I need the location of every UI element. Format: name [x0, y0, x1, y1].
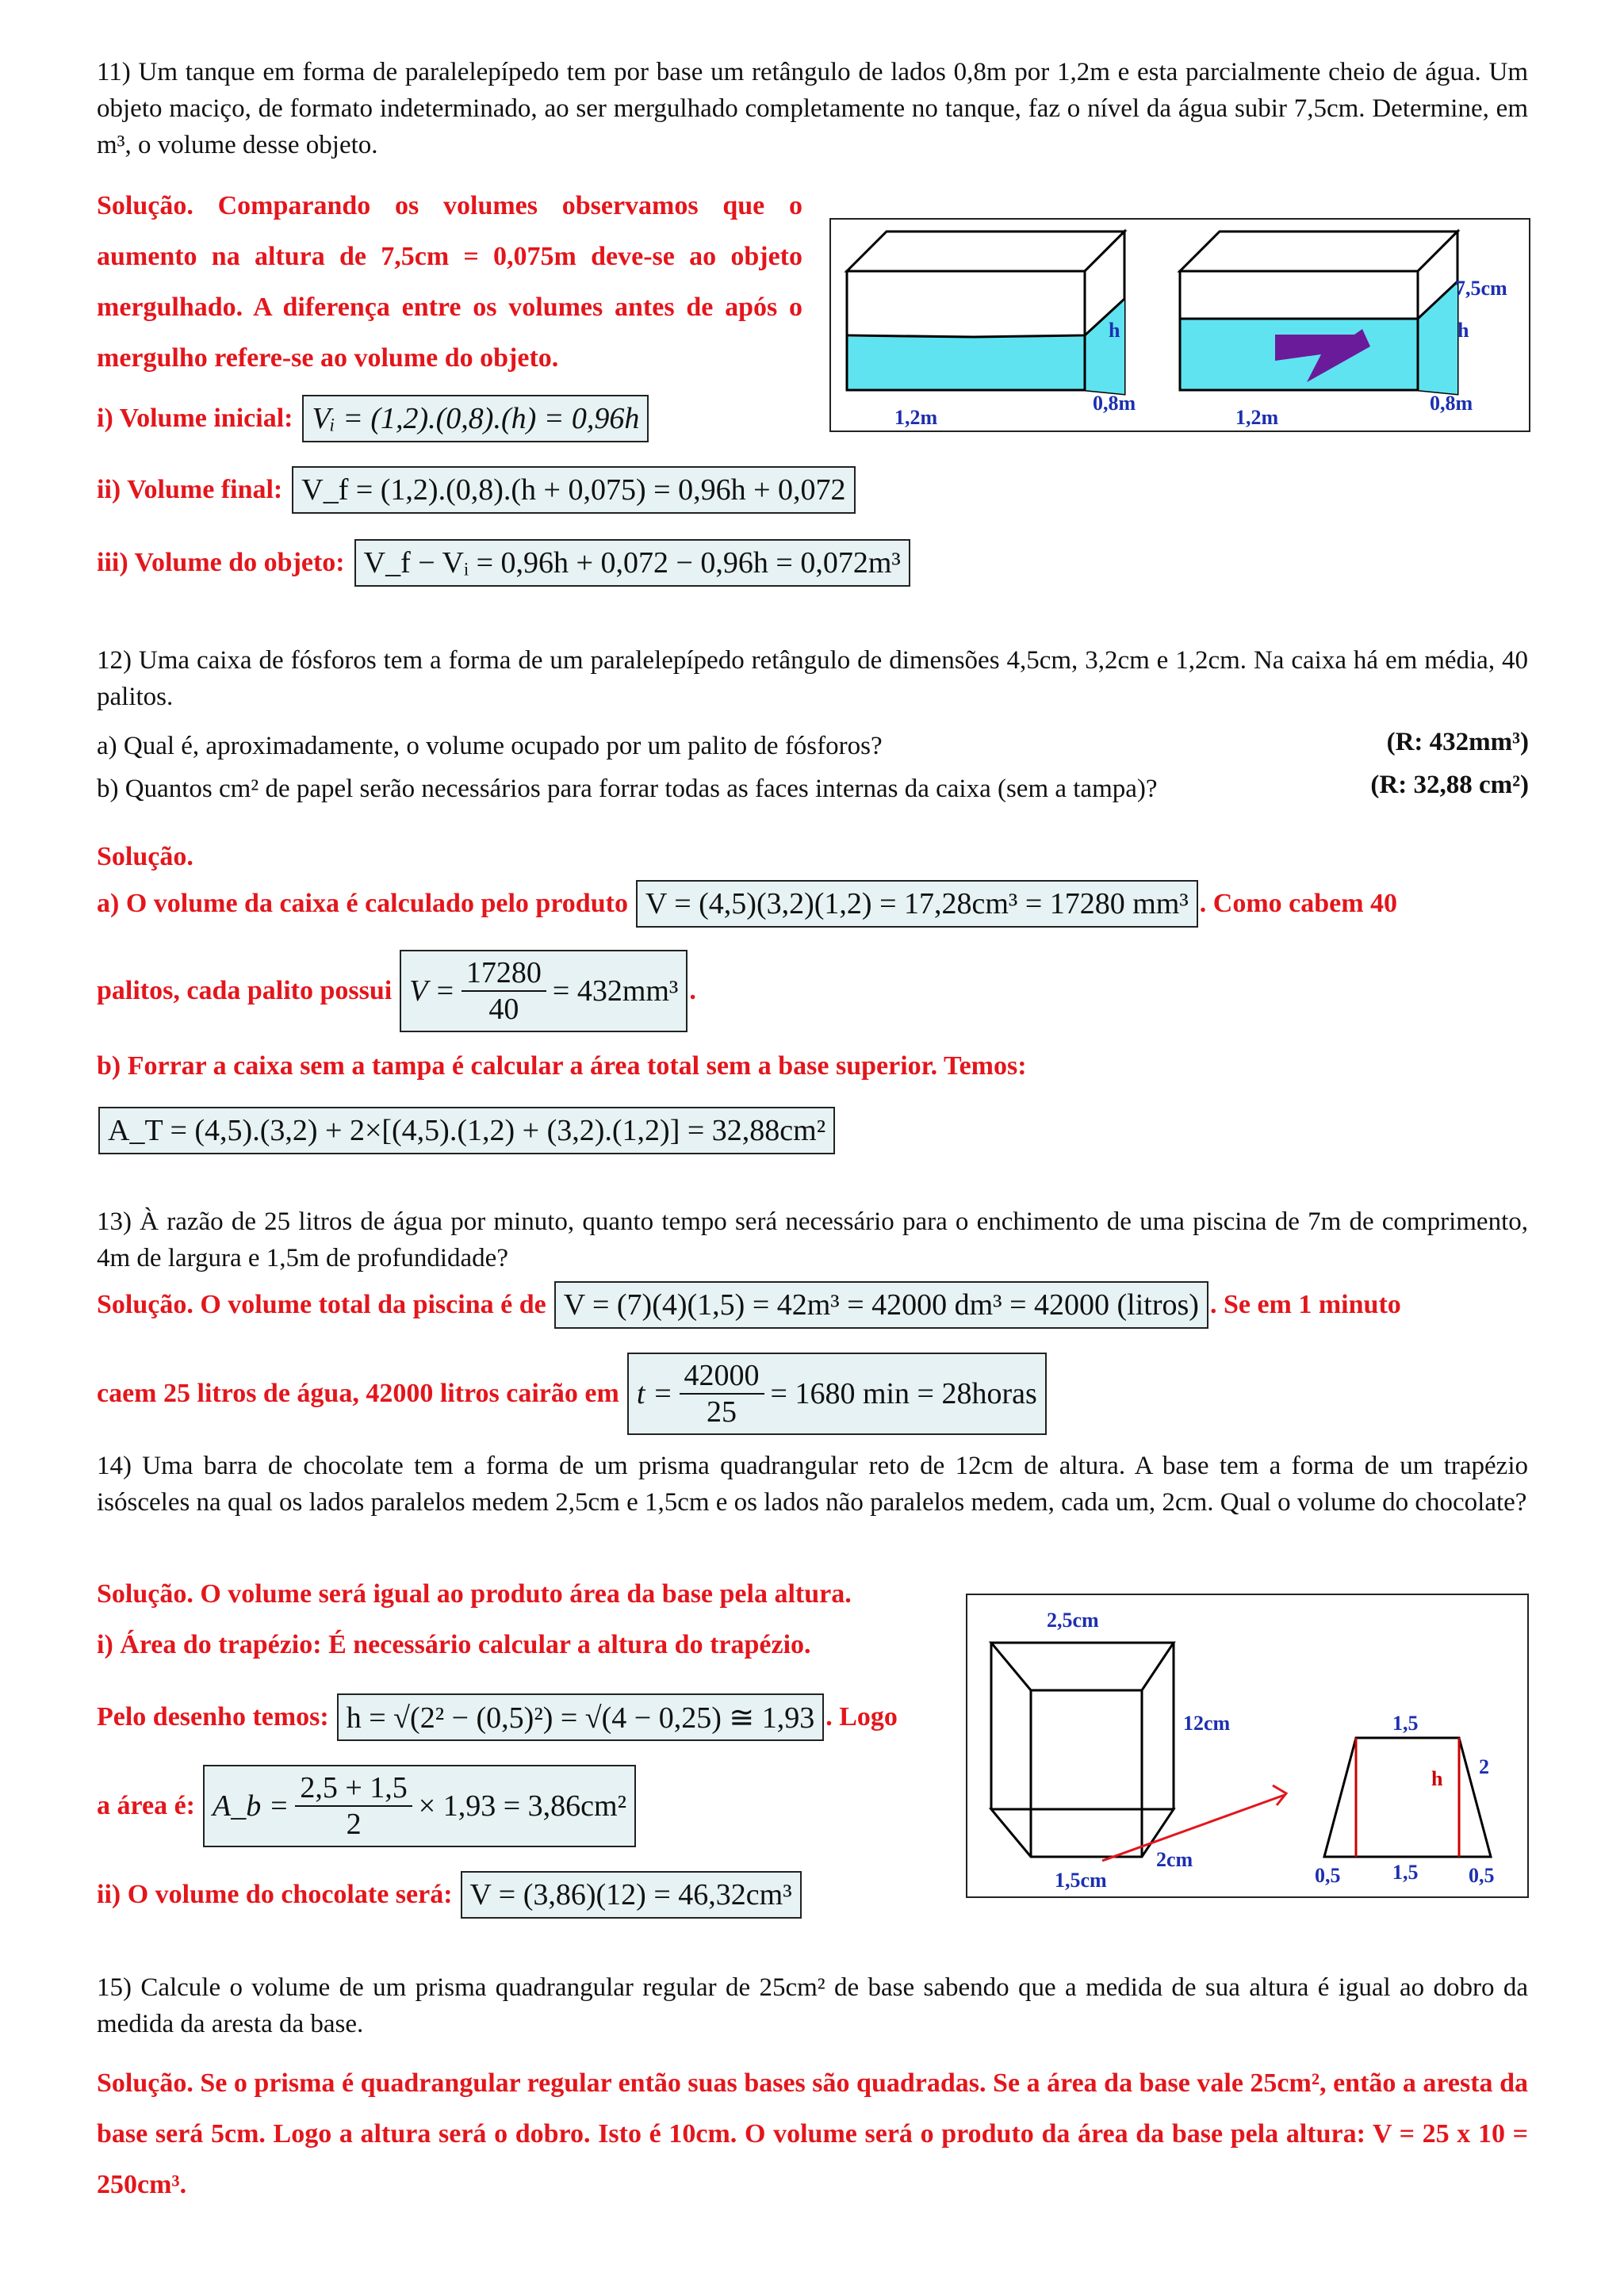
formula-box: V = (4,5)(3,2)(1,2) = 17,28cm³ = 17280 mm³ [636, 880, 1198, 928]
q14-solution-5 [97, 1871, 803, 1919]
formula-result: = 432mm³ [552, 974, 679, 1008]
dim-label: 2 [1479, 1755, 1489, 1778]
solution-text: Pelo desenho temos: [97, 1702, 329, 1732]
solution-text: . Logo [825, 1702, 898, 1732]
q11-solution: Solução. Comparando os volumes observamos que o aumento na altura de 7,5cm = 0,075m deve-se ao objeto mergulhado. A diferença entre os volumes antes de após o mergulho refere-se ao volume do objeto. [97, 191, 802, 373]
q14-solution-1: Solução. O volume será igual ao produto área da base pela altura. [97, 1579, 852, 1609]
formula-box: Vᵢ = (1,2).(0,8).(h) = 0,96h [302, 395, 649, 442]
question-12-text: 12) Uma caixa de fósforos tem a forma de um paralelepípedo retângulo de dimensões 4,5cm, 3,2cm e 1,2cm. Na caixa há em média, 40 palitos. [97, 646, 1528, 711]
formula-box: V = (3,86)(12) = 46,32cm³ [461, 1871, 802, 1919]
formula-box: V = (7)(4)(1,5) = 42m³ = 42000 dm³ = 42000 (litros) [554, 1281, 1208, 1329]
fraction-numerator: 17280 [462, 955, 546, 992]
fraction-denominator: 25 [707, 1395, 737, 1429]
dim-label: 1,5cm [1055, 1869, 1107, 1892]
q14-solution-3 [97, 1693, 898, 1741]
formula-box: V_f − Vᵢ = 0,96h + 0,072 − 0,96h = 0,072m³ [354, 539, 910, 587]
q13-solution [97, 1281, 1401, 1329]
step-label: iii) Volume do objeto: [97, 548, 345, 577]
solution-text: a) O volume da caixa é calculado pelo produto [97, 889, 628, 918]
formula-result: × 1,93 = 3,86cm² [418, 1789, 626, 1823]
dim-label: h [1431, 1767, 1443, 1790]
dim-label: 2,5cm [1047, 1609, 1099, 1632]
dim-label: 0,8m [1093, 392, 1136, 415]
solution-text: . Se em 1 minuto [1209, 1290, 1401, 1319]
solution-text: a área é: [97, 1791, 195, 1820]
dim-label: 1,2m [894, 406, 938, 429]
dim-label: 1,5 [1392, 1712, 1419, 1735]
dim-label: 0,8m [1430, 392, 1473, 415]
question-13-text: 13) À razão de 25 litros de água por minuto, quanto tempo será necessário para o enchimento de uma piscina de 7m de comprimento, 4m de largura e 1,5m de profundidade? [97, 1207, 1528, 1272]
dim-label: h [1457, 319, 1469, 342]
q11-tank-diagram [829, 218, 1530, 432]
q12-solution-b: b) Forrar a caixa sem a tampa é calcular a área total sem a base superior. Temos: [97, 1051, 1027, 1081]
step-label: i) Volume inicial: [97, 404, 293, 433]
q11-step-i [97, 395, 650, 442]
fraction-numerator: 2,5 + 1,5 [295, 1770, 412, 1807]
dim-label: h [1109, 319, 1120, 342]
dim-label: 1,5 [1392, 1861, 1419, 1884]
formula-result: = 1680 min = 28horas [770, 1377, 1037, 1410]
q15-solution: Solução. Se o prisma é quadrangular regular então suas bases são quadradas. Se a área da base vale 25cm², então a aresta da base será 5cm. Logo a altura será o dobro. Isto é 10cm. O volume será o produto da área da base pela altura: V = 25 x 10 = 250cm³. [97, 2068, 1528, 2199]
question-14-text: 14) Uma barra de chocolate tem a forma de um prisma quadrangular reto de 12cm de altura. A base tem a forma de um trapézio isósceles na qual os lados paralelos medem 2,5cm e 1,5cm e os lados não paralelos medem, cada um, 2cm. Qual o volume do chocolate? [97, 1452, 1528, 1517]
q14-solution-4 [97, 1765, 638, 1847]
q11-step-iii [97, 539, 912, 587]
q12-solution-b-formula [97, 1107, 837, 1154]
formula-box: A_T = (4,5).(3,2) + 2×[(4,5).(1,2) + (3,2).(1,2)] = 32,88cm² [98, 1107, 835, 1154]
formula-box: A_b = $\frac{2,5 + 1,5}{2}$ × 1,93 = 3,86cm² [203, 1765, 636, 1847]
q11-step-ii [97, 466, 857, 514]
dim-label: 0,5 [1315, 1864, 1341, 1887]
arrow-head [1273, 1785, 1286, 1805]
q12-solution-a2: palitos, cada palito possui V = $\frac{17280}{40}$ = 432mm³ . [97, 950, 696, 1032]
q12-solution-a [97, 880, 1397, 928]
step-label: ii) Volume final: [97, 475, 283, 504]
dim-label: 12cm [1183, 1712, 1231, 1735]
solution-text: palitos, cada palito possui [97, 976, 393, 1005]
q12-answer-a: (R: 432mm³) [1386, 728, 1529, 756]
dim-label: 7,5cm [1455, 277, 1507, 300]
q12-answer-b: (R: 32,88 cm²) [1370, 771, 1529, 799]
fraction-numerator: 42000 [680, 1358, 764, 1395]
formula-box: V_f = (1,2).(0,8).(h + 0,075) = 0,96h + 0,072 [292, 466, 855, 514]
q12-part-b: b) Quantos cm² de papel serão necessários para forrar todas as faces internas da caixa (sem a tampa)? [97, 775, 1158, 803]
solution-text: ii) O volume do chocolate será: [97, 1880, 453, 1909]
q14-prism-diagram [966, 1594, 1529, 1898]
question-11-text: 11) Um tanque em forma de paralelepípedo tem por base um retângulo de lados 0,8m por 1,2m e esta parcialmente cheio de água. Um objeto maciço, de formato indeterminado, ao ser mergulhado completamente no tanque, faz o nível da água subir 7,5cm. Determine, em m³, o volume desse objeto. [97, 58, 1528, 159]
question-15-text: 15) Calcule o volume de um prisma quadrangular regular de 25cm² de base sabendo que a medida de sua altura é igual ao dobro da medida da aresta da base. [97, 1973, 1528, 2038]
q13-solution-2 [97, 1353, 1048, 1435]
q12-solution-title: Solução. [97, 842, 193, 871]
solution-text: . Como cabem 40 [1199, 889, 1398, 918]
formula-box: V = $\frac{17280}{40}$ = 432mm³ [400, 950, 688, 1032]
q12-part-a: a) Qual é, aproximadamente, o volume ocupado por um palito de fósforos? [97, 732, 883, 760]
dim-label: 1,2m [1235, 406, 1279, 429]
q14-solution-2: i) Área do trapézio: É necessário calcular a altura do trapézio. [97, 1630, 811, 1659]
solution-text: caem 25 litros de água, 42000 litros cairão em [97, 1379, 619, 1408]
arrow-line [1102, 1795, 1285, 1861]
formula-box: t = $\frac{42000}{25}$ = 1680 min = 28horas [627, 1353, 1047, 1435]
dim-label: 2cm [1156, 1848, 1193, 1871]
fraction-denominator: 40 [488, 993, 519, 1026]
solution-text: Solução. O volume total da piscina é de [97, 1290, 546, 1319]
dim-label: 0,5 [1469, 1864, 1495, 1887]
fraction-denominator: 2 [346, 1808, 362, 1841]
formula-box: h = √(2² − (0,5)²) = √(4 − 0,25) ≅ 1,93 [337, 1693, 824, 1741]
